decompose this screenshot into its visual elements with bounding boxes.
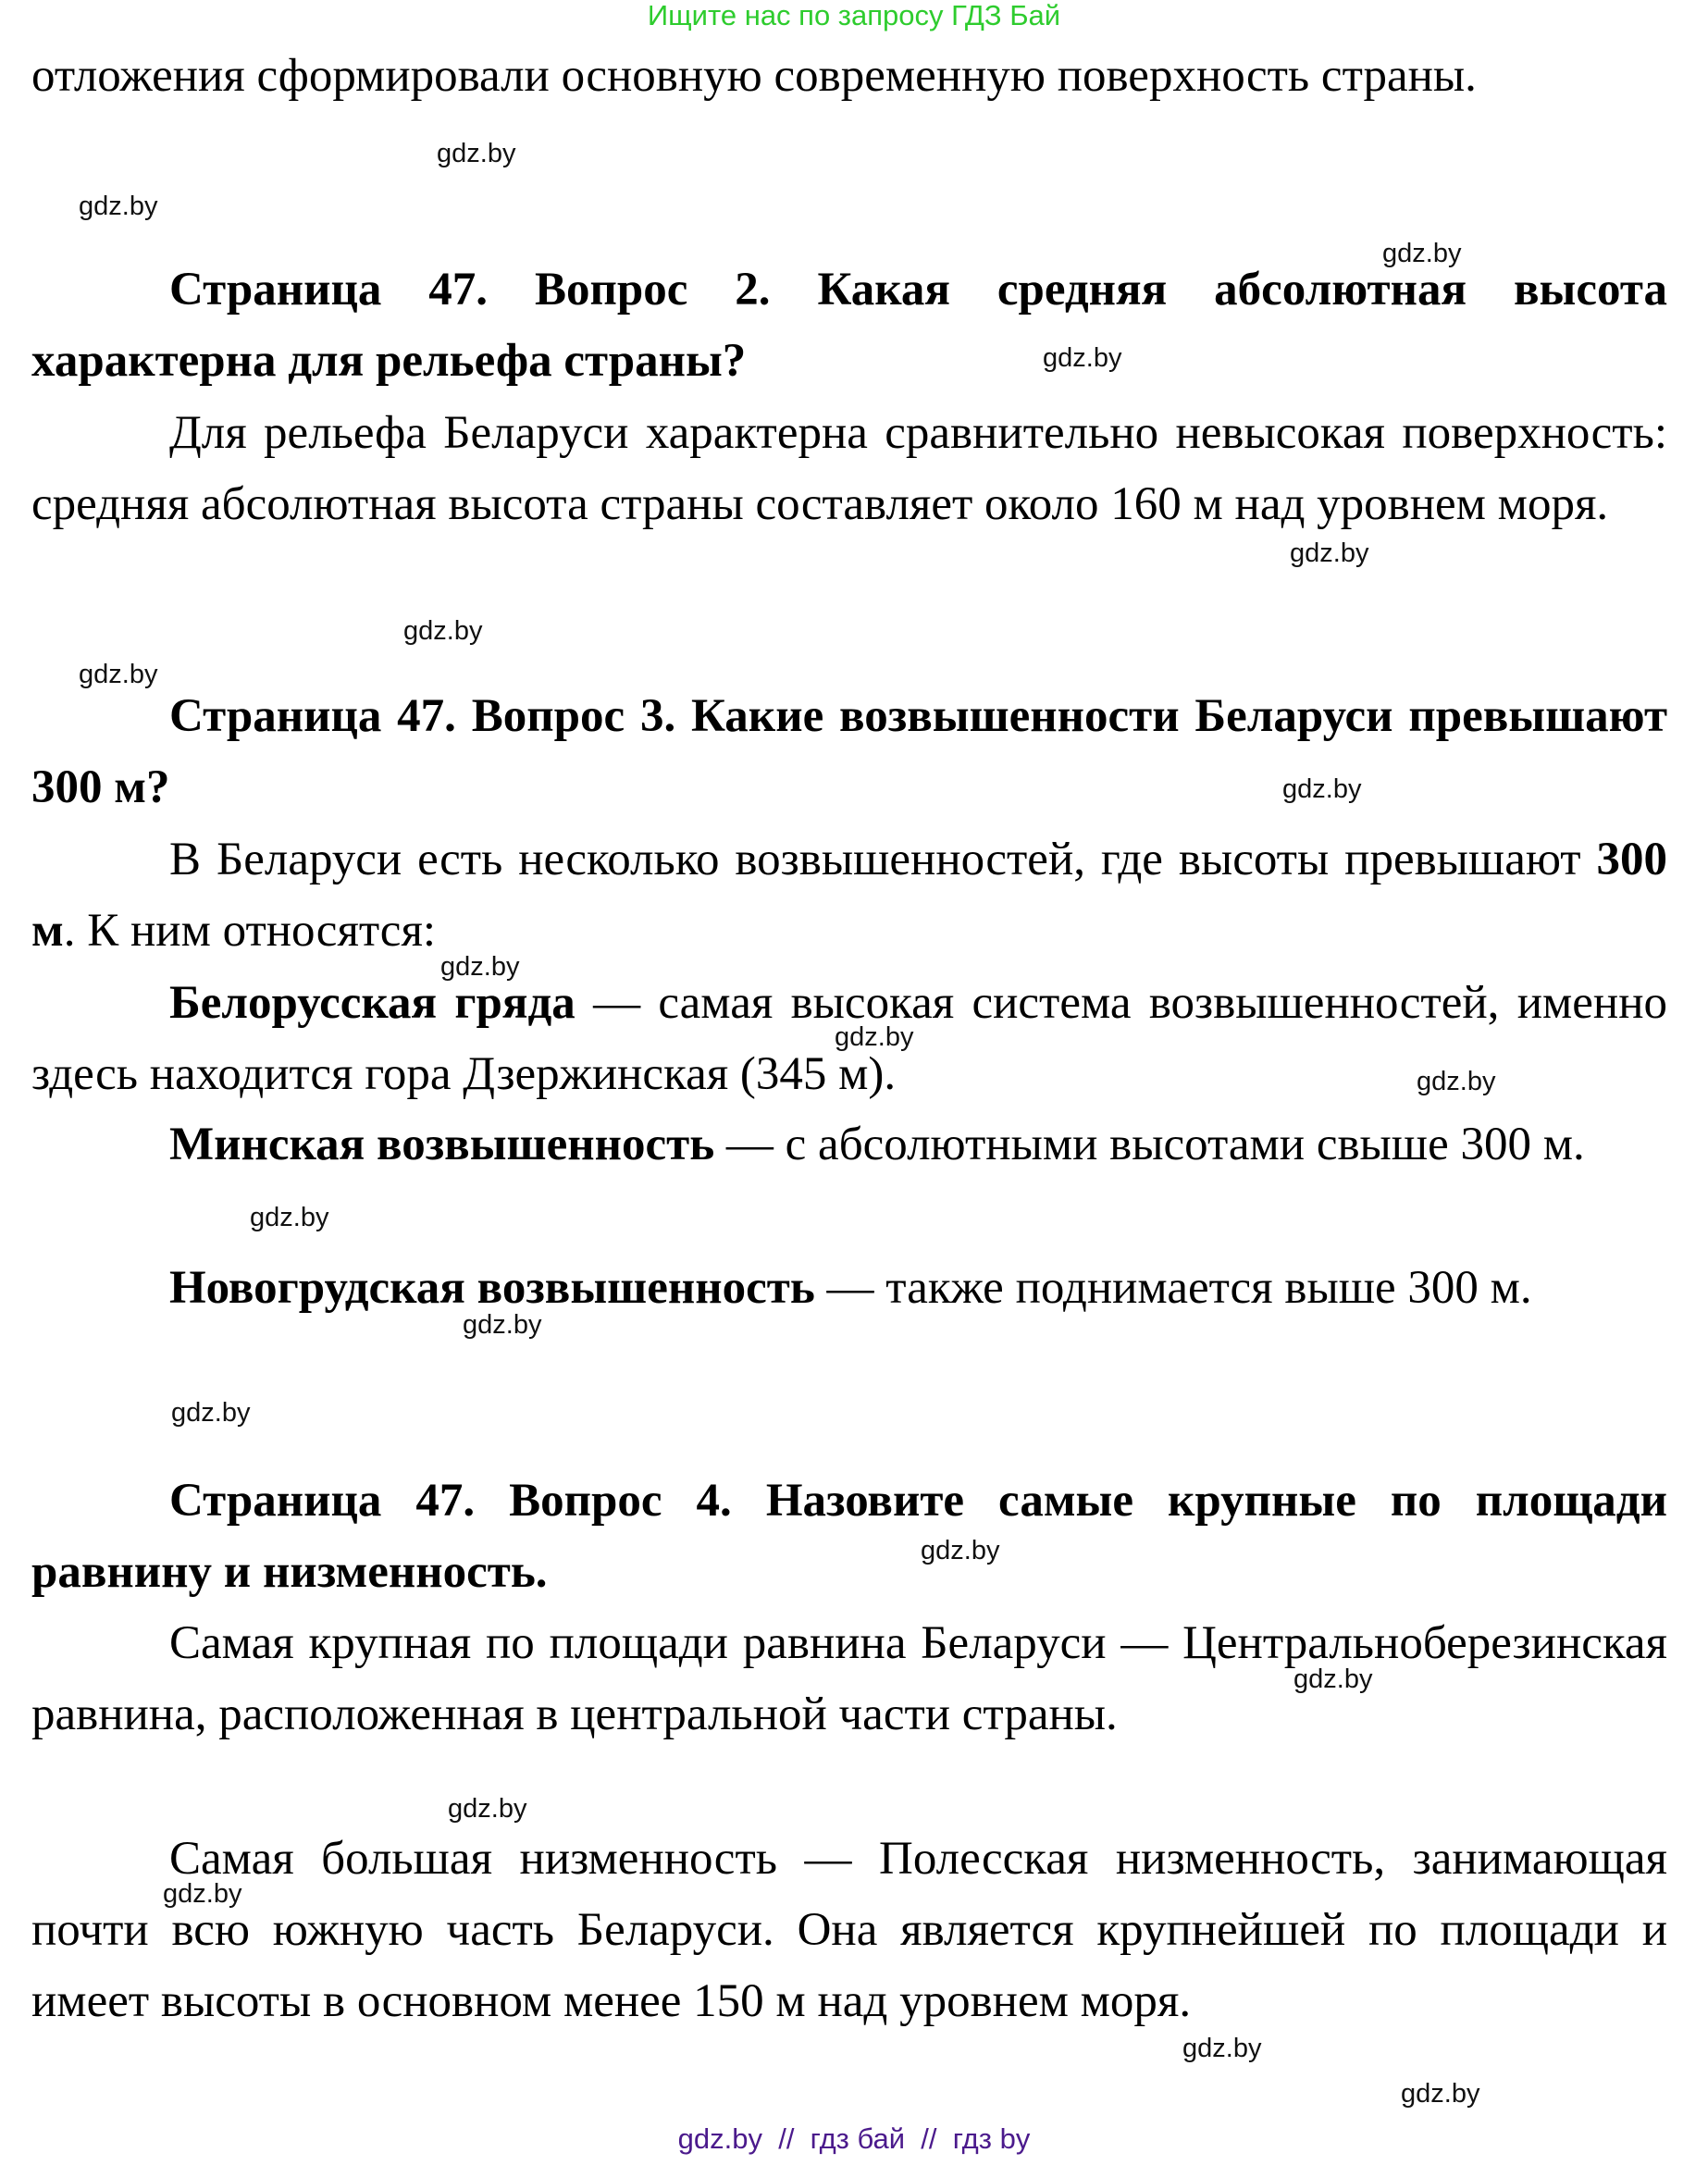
item-name: Белорусская гряда [169,977,576,1029]
list-item [31,1253,1667,1324]
watermark: gdz.by [171,1398,251,1428]
answer-text: . К ним относятся: [63,905,437,957]
question-4-answer-1: Самая крупная по площади равнина Беларуси — Центральноберезинская равнина, расположенная в центральной части страны. [31,1617,1667,1740]
watermark: gdz.by [1382,239,1462,268]
watermark: gdz.by [1043,343,1122,373]
question-3-heading: Страница 47. Вопрос 3. Какие возвышенности Беларуси превышают 300 м? [31,690,1667,813]
answer-bold: 300 м [31,834,1667,957]
watermark: gdz.by [437,139,516,168]
watermark: gdz.by [921,1536,1000,1565]
watermark: gdz.by [1290,538,1369,568]
footer-links[interactable]: gdz.by // гдз бай // гдз by [677,2122,1031,2155]
intro-paragraph: отложения сформировали основную современную поверхность страны. [31,50,1477,102]
question-4-heading: Страница 47. Вопрос 4. Назовите самые крупные по площади равнину и низменность. [31,1475,1667,1598]
question-2-heading: Страница 47. Вопрос 2. Какая средняя абсолютная высота характерна для рельефа страны? [31,264,1667,387]
search-hint-banner: Ищите нас по запросу ГДЗ Бай [647,0,1061,31]
watermark: gdz.by [1293,1664,1373,1694]
watermark: gdz.by [835,1022,914,1052]
answer-text: В Беларуси есть несколько возвышенностей, где высоты превышают [169,834,1597,885]
watermark: gdz.by [250,1203,329,1232]
item-text: — с абсолютными высотами свыше 300 м. [714,1119,1585,1170]
watermark: gdz.by [1401,2079,1480,2109]
watermark: gdz.by [79,192,158,221]
watermark: gdz.by [1182,2034,1262,2063]
item-name: Минская возвышенность [169,1119,715,1170]
watermark: gdz.by [463,1310,542,1340]
watermark: gdz.by [1417,1067,1496,1096]
list-item [31,1109,1667,1181]
watermark: gdz.by [403,616,483,646]
question-2-answer: Для рельефа Беларуси характерна сравнительно невысокая поверхность: средняя абсолютная высота страны составляет около 160 м над уровнем моря. [31,407,1667,530]
watermark: gdz.by [163,1879,242,1909]
watermark: gdz.by [448,1794,527,1824]
watermark: gdz.by [1282,774,1362,804]
watermark: gdz.by [79,660,158,689]
item-name: Новогрудская возвышенность [169,1262,815,1314]
watermark: gdz.by [440,952,520,982]
item-text: — самая высокая система возвышенностей, именно здесь находится гора Дзержинская (345 м). [31,977,1667,1100]
item-text: — также поднимается выше 300 м. [814,1262,1532,1314]
question-4-answer-2: Самая большая низменность — Полесская низменность, занимающая почти всю южную часть Беларуси. Она является крупнейшей по площади и имеет высоты в основном менее 150 м над уровнем моря. [31,1833,1667,2027]
question-3-answer [31,824,1667,967]
